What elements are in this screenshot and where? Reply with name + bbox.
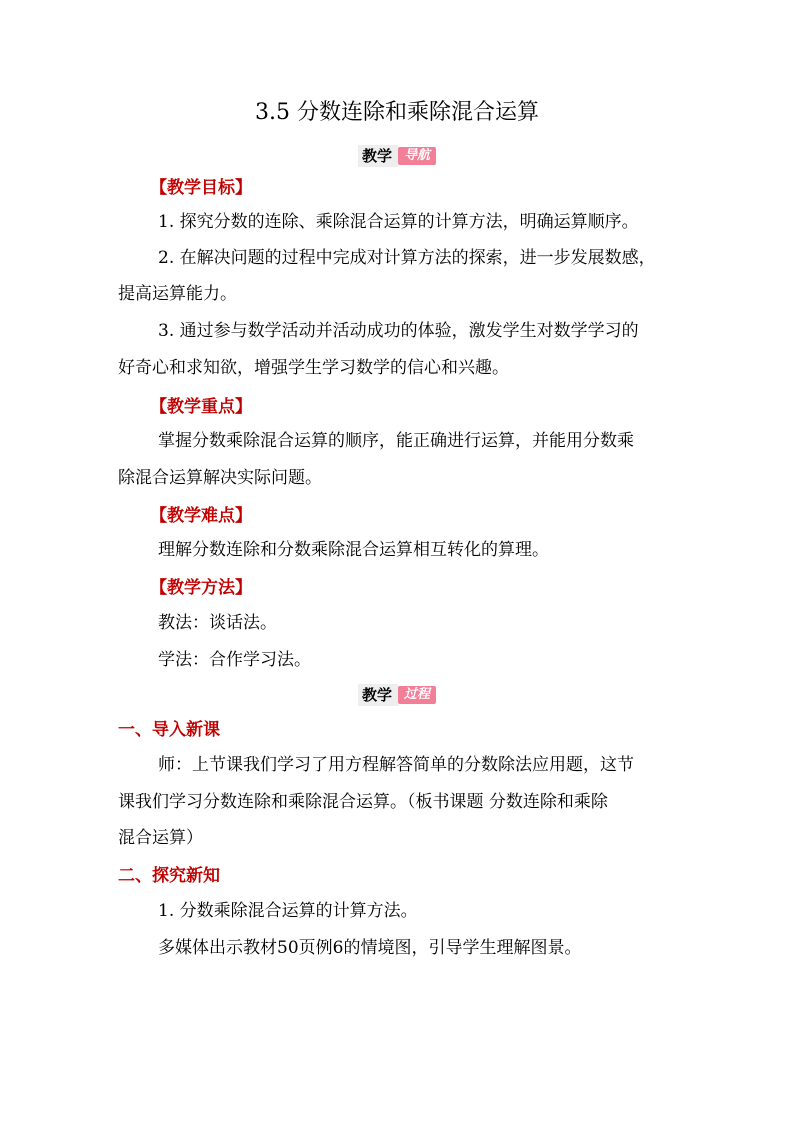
part-2-line-1: 1. 分数乘除混合运算的计算方法。 xyxy=(158,901,418,921)
part-2-heading: 二、探究新知 xyxy=(118,866,220,886)
part-2-line-2: 多媒体出示教材50页例6的情境图，引导学生理解图景。 xyxy=(158,938,582,958)
goal-item-2-line-1: 2. 在解决问题的过程中完成对计算方法的探索，进一步发展数感， xyxy=(158,248,656,268)
badge-right-label: 导航 xyxy=(398,147,436,165)
difficulty-heading: 【教学难点】 xyxy=(150,506,252,526)
badge-left-label: 教学 xyxy=(358,684,398,706)
badge-left-label: 教学 xyxy=(358,145,398,167)
key-points-heading: 【教学重点】 xyxy=(150,397,252,417)
page-title: 3.5 分数连除和乘除混合运算 xyxy=(255,100,539,125)
part-1-line-3: 混合运算） xyxy=(118,828,203,848)
teaching-process-badge xyxy=(0,684,794,706)
goals-heading: 【教学目标】 xyxy=(150,178,252,198)
teaching-nav-badge xyxy=(0,145,794,167)
method-learn: 学法：合作学习法。 xyxy=(158,650,311,670)
part-1-line-2: 课我们学习分数连除和乘除混合运算。（板书课题 分数连除和乘除 xyxy=(118,792,608,812)
goal-item-3-line-1: 3. 通过参与数学活动并活动成功的体验，激发学生对数学学习的 xyxy=(158,321,639,341)
key-points-line-2: 除混合运算解决实际问题。 xyxy=(118,468,322,488)
difficulty-line-1: 理解分数连除和分数乘除混合运算相互转化的算理。 xyxy=(158,540,549,560)
badge-right-label: 过程 xyxy=(398,686,436,704)
method-teach: 教法：谈话法。 xyxy=(158,613,277,633)
key-points-line-1: 掌握分数乘除混合运算的顺序，能正确进行运算，并能用分数乘 xyxy=(158,431,634,451)
part-1-line-1: 师：上节课我们学习了用方程解答简单的分数除法应用题，这节 xyxy=(158,755,634,775)
goal-item-1: 1. 探究分数的连除、乘除混合运算的计算方法，明确运算顺序。 xyxy=(158,212,639,232)
goal-item-3-line-2: 好奇心和求知欲，增强学生学习数学的信心和兴趣。 xyxy=(118,358,509,378)
part-1-heading: 一、导入新课 xyxy=(118,720,220,740)
method-heading: 【教学方法】 xyxy=(150,578,252,598)
goal-item-2-line-2: 提高运算能力。 xyxy=(118,284,237,304)
